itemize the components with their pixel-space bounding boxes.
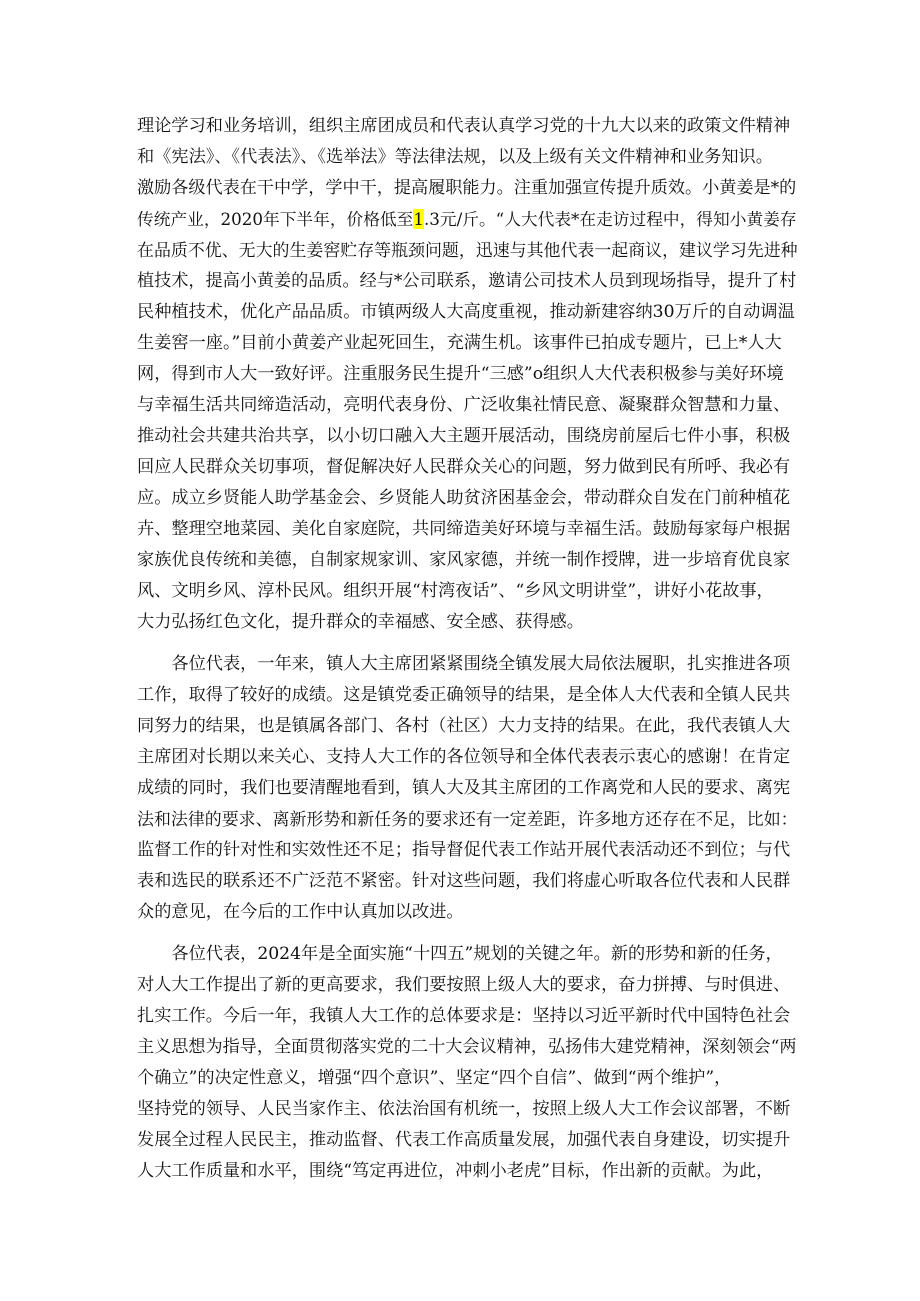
text-line: 植技术，提高小黄姜的品质。经与*公司联系，邀请公司技术人员到现场指导，提升了村 bbox=[137, 271, 797, 291]
text-line: 成绩的同时，我们也要清醒地看到，镇人大及其主席团的工作离党和人民的要求、离宪 bbox=[137, 778, 791, 798]
text-line: 理论学习和业务培训，组织主席团成员和代表认真学习党的十九大以来的政策文件精神 bbox=[137, 116, 791, 136]
text-line: 民种植技术，优化产品品质。市镇两级人大高度重视，推动新建容纳30万斤的自动调温 bbox=[137, 302, 795, 322]
text-line: 对人大工作提出了新的更高要求，我们要按照上级人大的要求，奋力拼搏、与时俱进、 bbox=[137, 975, 791, 995]
text-line: 众的意见，在今后的工作中认真加以改进。 bbox=[137, 902, 464, 922]
text-line: 风、文明乡风、淳朴民风。组织开展“村湾夜话”、“乡风文明讲堂”，讲好小花故事， bbox=[137, 581, 774, 601]
text-line: 生姜窖一座。”目前小黄姜产业起死回生，充满生机。该事件已拍成专题片，已上*人大 bbox=[137, 333, 782, 353]
text-segment: .3元/斤。“人大代表*在走访过程中，得知小黄姜存 bbox=[424, 209, 797, 229]
text-line: 工作，取得了较好的成绩。这是镇党委正确领导的结果，是全体人大代表和全镇人民共 bbox=[137, 685, 791, 705]
paragraph-3 bbox=[137, 939, 797, 1187]
text-line: 个确立”的决定性意义，增强“四个意识”、坚定“四个自信”、做到“两个维护”， bbox=[137, 1068, 732, 1088]
text-line: 各位代表，一年来，镇人大主席团紧紧围绕全镇发展大局依法履职，扎实推进各项 bbox=[137, 654, 791, 674]
text-line: 网，得到市人大一致好评。注重服务民生提升“三感”o组织人大代表积极参与美好环境 bbox=[137, 364, 784, 384]
text-line: 激励各级代表在干中学，学中干，提高履职能力。注重加强宣传提升质效。小黄姜是*的 bbox=[137, 178, 797, 198]
highlighted-text: 1 bbox=[413, 209, 424, 229]
text-line: 各位代表，2024年是全面实施“十四五”规划的关键之年。新的形势和新的任务， bbox=[137, 944, 783, 964]
text-line: 表和选民的联系还不广泛范不紧密。针对这些问题，我们将虚心听取各位代表和人民群 bbox=[137, 871, 791, 891]
text-line: 在品质不优、无大的生姜窖贮存等瓶颈问题，迅速与其他代表一起商议，建议学习先进种 bbox=[137, 240, 798, 260]
paragraph-1 bbox=[137, 111, 797, 638]
text-line: 发展全过程人民民主，推动监督、代表工作高质量发展，加强代表自身建设，切实提升 bbox=[137, 1130, 791, 1150]
paragraph-2 bbox=[137, 649, 797, 928]
paragraph-gap bbox=[137, 928, 797, 939]
text-line: 家族优良传统和美德，自制家规家训、家风家德，并统一制作授牌，进一步培育优良家 bbox=[137, 550, 791, 570]
text-line: 法和法律的要求、离新形势和新任务的要求还有一定差距，许多地方还存在不足，比如： bbox=[137, 809, 798, 829]
text-line: 扎实工作。今后一年，我镇人大工作的总体要求是：坚持以习近平新时代中国特色社会 bbox=[137, 1006, 791, 1026]
text-line: 主席团对长期以来关心、支持人大工作的各位领导和全体代表表示衷心的感谢！在肯定 bbox=[137, 747, 791, 767]
text-line: 人大工作质量和水平，围绕“笃定再进位，冲刺小老虎”目标，作出新的贡献。为此， bbox=[137, 1161, 774, 1181]
text-line: 回应人民群众关切事项，督促解决好人民群众关心的问题，努力做到民有所呼、我必有 bbox=[137, 457, 791, 477]
text-line: 应。成立乡贤能人助学基金会、乡贤能人助贫济困基金会，带动群众自发在门前种植花 bbox=[137, 488, 791, 508]
text-line bbox=[137, 204, 797, 235]
text-line: 同努力的结果，也是镇属各部门、各村（社区）大力支持的结果。在此，我代表镇人大 bbox=[137, 716, 791, 736]
text-line: 监督工作的针对性和实效性还不足；指导督促代表工作站开展代表活动还不到位；与代 bbox=[137, 840, 791, 860]
text-line: 推动社会共建共治共享，以小切口融入大主题开展活动，围绕房前屋后七件小事，积极 bbox=[137, 426, 791, 446]
text-line: 和《宪法》、《代表法》、《选举法》等法律法规，以及上级有关文件精神和业务知识。 bbox=[137, 147, 773, 167]
text-line: 坚持党的领导、人民当家作主、依法治国有机统一，按照上级人大工作会议部署，不断 bbox=[137, 1099, 791, 1119]
text-segment: 传统产业，2020年下半年，价格低至 bbox=[137, 209, 414, 229]
text-line: 主义思想为指导，全面贯彻落实党的二十大会议精神，弘扬伟大建党精神，深刻领会“两 bbox=[137, 1037, 797, 1057]
text-line: 与幸福生活共同缔造活动，亮明代表身份、广泛收集社情民意、凝聚群众智慧和力量、 bbox=[137, 395, 791, 415]
text-line: 卉、整理空地菜园、美化自家庭院，共同缔造美好环境与幸福生活。鼓励每家每户根据 bbox=[137, 519, 791, 539]
document-body bbox=[137, 111, 797, 1187]
text-line: 大力弘扬红色文化，提升群众的幸福感、安全感、获得感。 bbox=[137, 612, 584, 632]
paragraph-gap bbox=[137, 638, 797, 649]
